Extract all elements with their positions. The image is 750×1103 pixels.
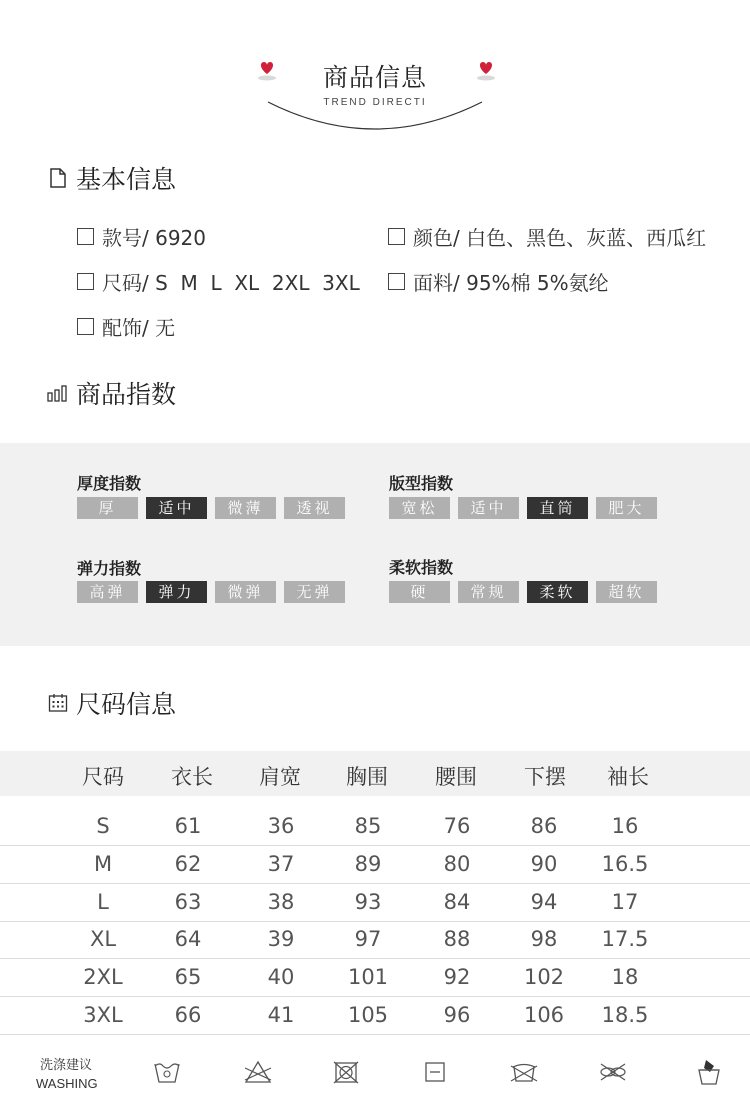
measurement-cell: 36 xyxy=(267,814,295,838)
measurement-cell: 62 xyxy=(174,852,202,876)
bar-chart-icon xyxy=(46,381,70,405)
measurement-cell: 101 xyxy=(347,965,389,989)
measurement-cell: 92 xyxy=(443,965,471,989)
thickness-index-label: 厚度指数 xyxy=(77,474,142,493)
measurement-cell: 16 xyxy=(611,814,639,838)
measurement-cell: 41 xyxy=(267,1003,295,1027)
softness-index-label: 柔软指数 xyxy=(389,558,454,577)
measurement-cell: 96 xyxy=(443,1003,471,1027)
section-basic-info xyxy=(46,161,176,195)
checkbox-icon xyxy=(388,228,405,245)
no-iron-icon xyxy=(598,1058,628,1086)
measurement-cell: 98 xyxy=(530,927,558,951)
size-label-cell: L xyxy=(97,890,109,914)
measurement-cell: 61 xyxy=(174,814,202,838)
measurement-cell: 93 xyxy=(354,890,382,914)
section-title: 基本信息 xyxy=(76,165,177,194)
info-item-size xyxy=(77,267,360,296)
table-row xyxy=(0,846,750,884)
section-title: 尺码信息 xyxy=(76,690,177,719)
measurement-cell: 105 xyxy=(347,1003,389,1027)
info-text: 款号/ 6920 xyxy=(102,226,206,250)
table-row xyxy=(0,884,750,922)
thickness-index-options xyxy=(77,497,345,519)
measurement-cell: 37 xyxy=(267,852,295,876)
washing-label-cn: 洗涤建议 xyxy=(40,1058,93,1073)
info-item-color xyxy=(388,222,706,251)
measurement-cell: 39 xyxy=(267,927,295,951)
size-label-cell: S xyxy=(96,814,110,838)
measurement-cell: 86 xyxy=(530,814,558,838)
index-panel xyxy=(0,443,750,646)
column-header: 肩宽 xyxy=(259,765,301,789)
column-header: 衣长 xyxy=(171,765,213,789)
elasticity-index-options xyxy=(77,581,345,603)
measurement-cell: 102 xyxy=(523,965,565,989)
option-chip: 微薄 xyxy=(215,497,276,519)
section-title: 商品指数 xyxy=(76,380,177,409)
option-chip-selected: 直筒 xyxy=(527,497,588,519)
measurement-cell: 88 xyxy=(443,927,471,951)
option-chip: 微弹 xyxy=(215,581,276,603)
option-chip: 高弹 xyxy=(77,581,138,603)
hand-wash-icon xyxy=(152,1058,182,1086)
row-divider xyxy=(0,1034,750,1035)
measurement-cell: 63 xyxy=(174,890,202,914)
table-row xyxy=(0,997,750,1035)
measurement-cell: 76 xyxy=(443,814,471,838)
checkbox-icon xyxy=(77,228,94,245)
measurement-cell: 80 xyxy=(443,852,471,876)
option-chip: 常规 xyxy=(458,581,519,603)
measurement-cell: 106 xyxy=(523,1003,565,1027)
info-text: 面料/ 95%棉 5%氨纶 xyxy=(413,271,609,295)
option-chip-selected: 弹力 xyxy=(146,581,207,603)
checkbox-icon xyxy=(388,273,405,290)
measurement-cell: 18.5 xyxy=(601,1003,649,1027)
column-header: 腰围 xyxy=(435,765,477,789)
elasticity-index-label: 弹力指数 xyxy=(77,559,142,578)
size-label-cell: 3XL xyxy=(83,1003,123,1027)
option-chip: 厚 xyxy=(77,497,138,519)
option-chip: 硬 xyxy=(389,581,450,603)
measurement-cell: 38 xyxy=(267,890,295,914)
column-header: 下摆 xyxy=(524,765,566,789)
size-label-cell: XL xyxy=(89,927,117,951)
size-table-header xyxy=(0,751,750,796)
section-product-index xyxy=(46,376,176,410)
info-item-fabric xyxy=(388,267,609,296)
washing-label-en: WASHING xyxy=(36,1076,98,1091)
measurement-cell: 90 xyxy=(530,852,558,876)
measurement-cell: 64 xyxy=(174,927,202,951)
info-text: 颜色/ 白色、黑色、灰蓝、西瓜红 xyxy=(413,226,707,250)
option-chip: 超软 xyxy=(596,581,657,603)
table-row xyxy=(0,808,750,846)
option-chip: 宽松 xyxy=(389,497,450,519)
column-header: 胸围 xyxy=(346,765,388,789)
measurement-cell: 40 xyxy=(267,965,295,989)
page-subtitle: TREND DIRECTI xyxy=(323,97,427,108)
heart-icon xyxy=(475,58,497,82)
option-chip-selected: 适中 xyxy=(146,497,207,519)
calendar-icon xyxy=(46,691,70,715)
option-chip: 适中 xyxy=(458,497,519,519)
info-text: 配饰/ 无 xyxy=(102,316,176,340)
option-chip: 无弹 xyxy=(284,581,345,603)
header xyxy=(0,0,750,140)
measurement-cell: 89 xyxy=(354,852,382,876)
no-wring-icon xyxy=(509,1058,539,1086)
washing-instructions xyxy=(0,1040,750,1103)
checkbox-icon xyxy=(77,273,94,290)
fit-index-options xyxy=(389,497,657,519)
column-header: 尺码 xyxy=(82,765,124,789)
page-title: 商品信息 xyxy=(322,63,427,92)
checkbox-icon xyxy=(77,318,94,335)
table-row xyxy=(0,921,750,959)
option-chip: 透视 xyxy=(284,497,345,519)
info-item-style-number xyxy=(77,222,206,251)
measurement-cell: 18 xyxy=(611,965,639,989)
measurement-cell: 97 xyxy=(354,927,382,951)
dry-clean-icon xyxy=(694,1058,724,1086)
option-chip: 肥大 xyxy=(596,497,657,519)
size-label-cell: 2XL xyxy=(83,965,123,989)
document-icon xyxy=(46,166,70,190)
decorative-arc xyxy=(260,96,490,136)
no-bleach-icon xyxy=(243,1058,273,1086)
size-label-cell: M xyxy=(93,852,113,876)
option-chip-selected: 柔软 xyxy=(527,581,588,603)
no-tumble-dry-icon xyxy=(331,1058,361,1086)
flat-dry-icon xyxy=(420,1058,450,1086)
measurement-cell: 85 xyxy=(354,814,382,838)
section-size-info xyxy=(46,686,176,720)
fit-index-label: 版型指数 xyxy=(389,474,454,493)
column-header: 袖长 xyxy=(607,765,649,789)
measurement-cell: 65 xyxy=(174,965,202,989)
measurement-cell: 94 xyxy=(530,890,558,914)
measurement-cell: 66 xyxy=(174,1003,202,1027)
table-row xyxy=(0,959,750,997)
measurement-cell: 17 xyxy=(611,890,639,914)
info-item-accessory xyxy=(77,312,175,341)
measurement-cell: 16.5 xyxy=(601,852,649,876)
measurement-cell: 84 xyxy=(443,890,471,914)
softness-index-options xyxy=(389,581,657,603)
measurement-cell: 17.5 xyxy=(601,927,649,951)
info-text: 尺码/ S M L XL 2XL 3XL xyxy=(102,271,360,295)
